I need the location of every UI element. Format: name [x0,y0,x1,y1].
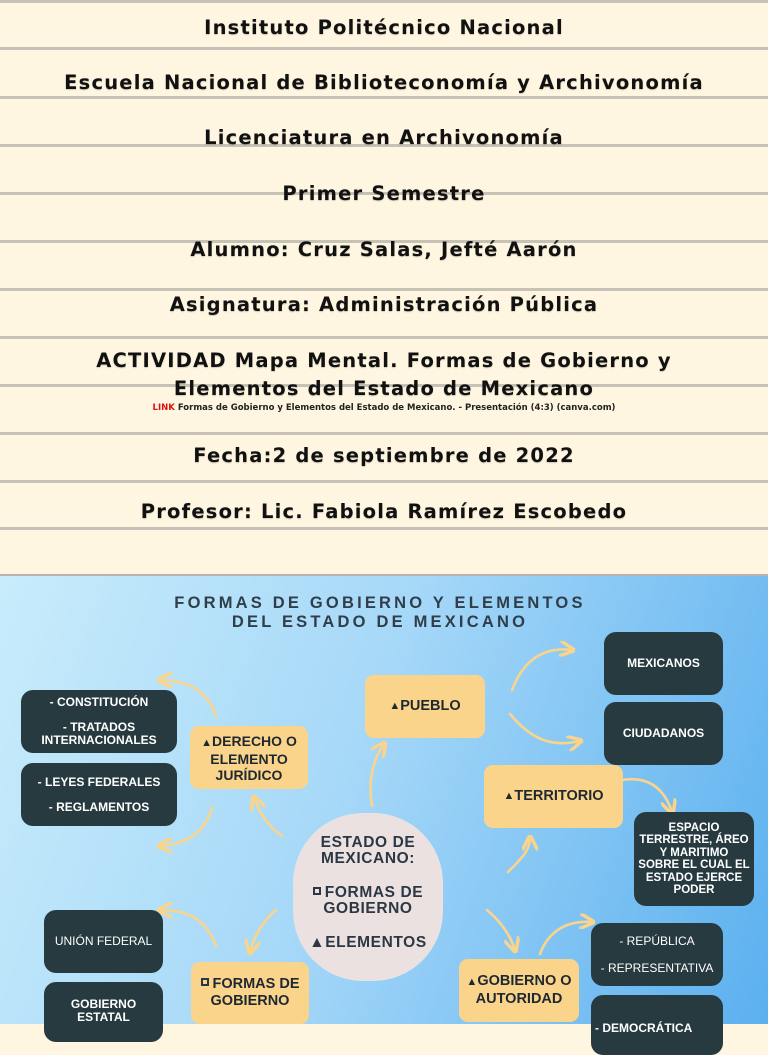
constitucion: - CONSTITUCIÓN [49,695,149,709]
arrow-pueblo-to-mexicanos [512,649,572,690]
node-ciudadanos: CIUDADANOS [604,702,723,765]
activity-title-line2: Elementos del Estado de Mexicano [173,377,595,400]
node-mexicanos: MEXICANOS [604,632,723,695]
triangle-bullet-icon: ▲ [309,934,326,951]
link-tag: LINK [152,403,175,413]
leyes: - LEYES FEDERALES [37,774,161,789]
semester: Primer Semestre [282,182,486,205]
arrow-gobierno-to-republica [540,922,592,954]
date: Fecha:2 de septiembre de 2022 [193,444,575,467]
center-title: ESTADO DE MEXICANO: [320,834,416,867]
node-constitucion-tratados [21,690,177,753]
center-node [293,813,443,981]
ruled-line [0,336,768,339]
center-elementos: ▲ELEMENTOS [309,934,427,951]
triangle-bullet-icon: ▲ [201,736,213,749]
node-pueblo: ▲ PUEBLO [365,675,485,738]
tratados: - TRATADOS INTERNACIONALES [41,720,157,747]
triangle-bullet-icon: ▲ [389,700,401,712]
arrow-pueblo-to-ciudadanos [510,714,580,743]
republica: - REPÚBLICA [619,933,695,948]
arrow-territorio-to-espacio [622,779,672,812]
node-gobierno-autoridad: ▲GOBIERNO O AUTORIDAD [459,959,579,1022]
ruled-line [0,527,768,530]
mind-map [0,576,768,1035]
node-democratica: - DEMOCRÁTICA [591,995,723,1055]
node-republica-representativa [591,923,723,986]
student-name: Alumno: Cruz Salas, Jefté Aarón [190,238,578,261]
node-formas-gobierno: FORMAS DE GOBIERNO [191,962,309,1024]
center-formas-de-gobierno: FORMAS DE GOBIERNO [293,885,443,917]
node-derecho: ▲DERECHO O ELEMENTO JURÍDICO [190,726,308,789]
teacher-name: Profesor: Lic. Fabiola Ramírez Escobedo [140,500,628,523]
arrow-center-to-territorio [508,838,530,872]
ruled-line [0,0,768,3]
arrow-formas-to-union [160,910,216,946]
node-gobierno-estatal: GOBIERNO ESTATAL [44,982,163,1042]
mind-map-title-line2: DEL ESTADO DE MEXICANO [231,613,529,631]
arrow-center-to-pueblo [371,744,385,806]
square-bullet-icon [201,978,209,986]
triangle-bullet-icon: ▲ [503,790,515,802]
degree-name: Licenciatura en Archivonomía [204,126,564,149]
ruled-line [0,47,768,50]
activity-title-line1: ACTIVIDAD Mapa Mental. Formas de Gobierno y [96,349,672,372]
mind-map-title-line1: FORMAS DE GOBIERNO Y ELEMENTOS [174,594,586,612]
triangle-bullet-icon: ▲ [466,976,478,988]
node-leyes-reglamentos [21,763,177,826]
node-territorio: ▲ TERRITORIO [484,765,623,828]
presentation-link[interactable] [0,403,768,413]
subject-name: Asignatura: Administración Pública [169,293,599,316]
node-espacio: ESPACIO TERRESTRE, ÁREO Y MARITIMO SOBRE EL CUAL EL ESTADO EJERCE PODER [634,812,754,906]
ruled-line [0,96,768,99]
representativa: - REPRESENTATIVA [600,960,714,975]
institution-name: Instituto Politécnico Nacional [204,16,564,39]
node-union-federal: UNIÓN FEDERAL [44,910,163,973]
reglamentos: - REGLAMENTOS [48,799,150,814]
arrow-center-to-derecho [254,798,282,836]
arrow-center-to-gobierno [487,910,515,950]
ruled-line [0,288,768,291]
link-text: Formas de Gobierno y Elementos del Estado de Mexicano. - Presentación (4:3) (canva.com) [177,403,616,413]
square-bullet-icon [313,887,321,895]
school-name: Escuela Nacional de Biblioteconomía y Archivonomía [64,71,704,94]
ruled-line [0,480,768,483]
ruled-line [0,432,768,435]
arrow-center-to-formas [250,910,276,952]
